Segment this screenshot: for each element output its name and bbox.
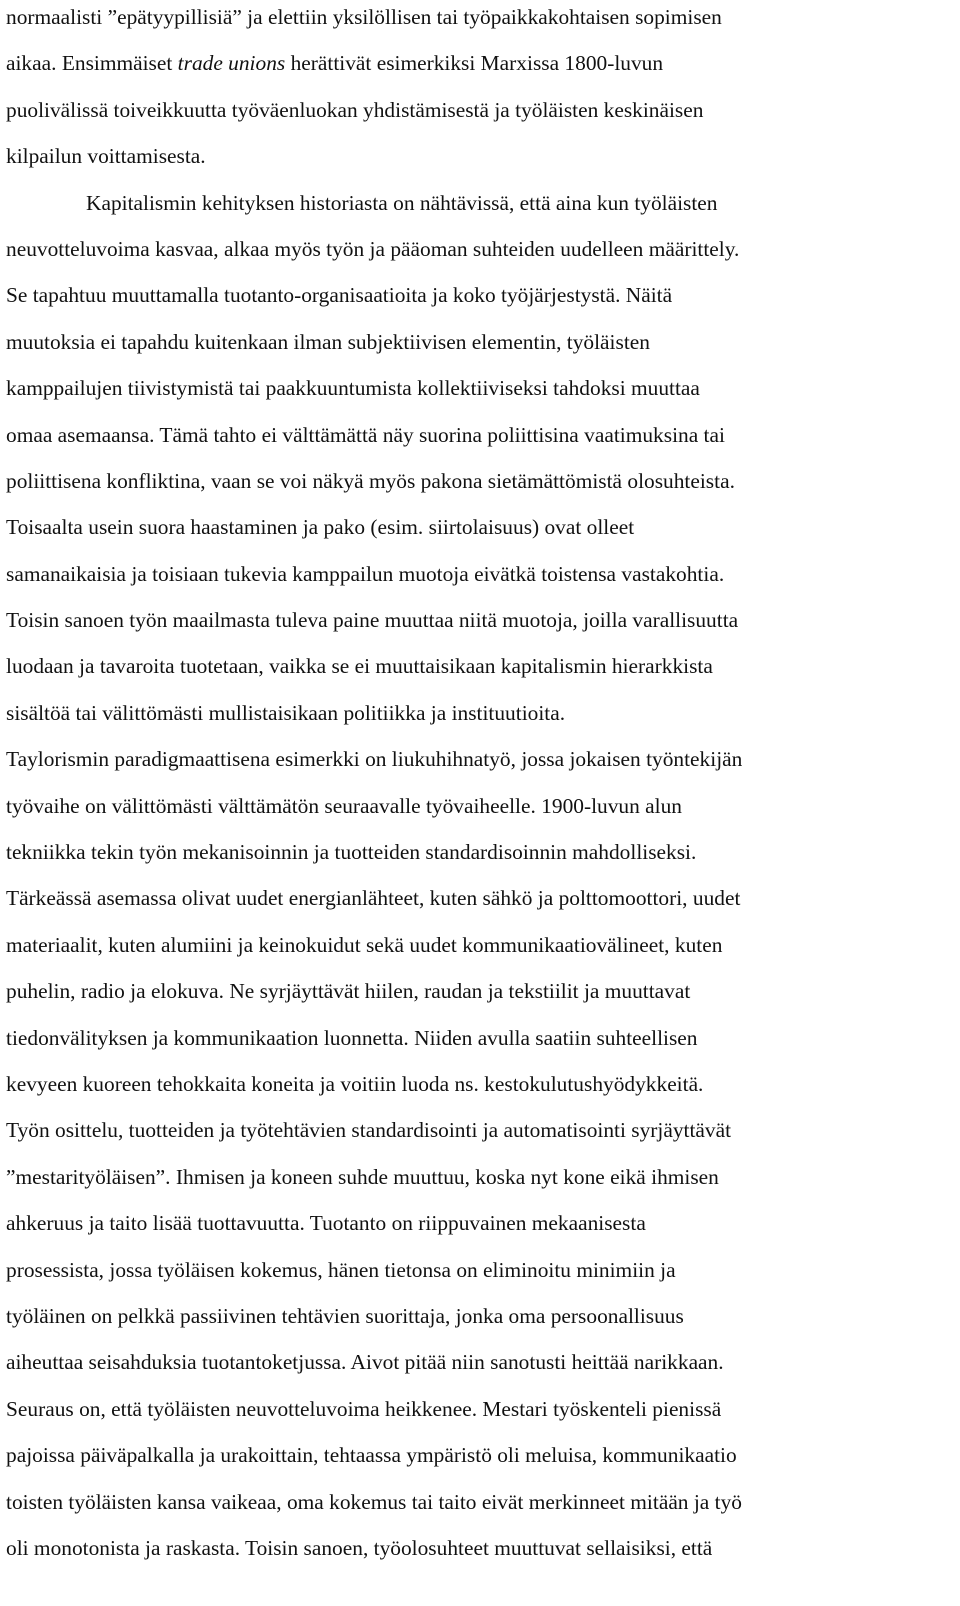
text-line <box>6 1061 950 1107</box>
text-line <box>6 1479 950 1525</box>
text-line <box>6 365 950 411</box>
text-line <box>6 1015 950 1061</box>
text-segment: oli monotonista ja raskasta. Toisin sanoen, työolosuhteet muuttuvat sellaisiksi, että <box>6 1535 713 1560</box>
text-line <box>6 783 950 829</box>
text-segment: neuvotteluvoima kasvaa, alkaa myös työn ja pääoman suhteiden uudelleen määrittely. <box>6 236 740 261</box>
text-line <box>6 690 950 736</box>
text-segment: ahkeruus ja taito lisää tuottavuutta. Tuotanto on riippuvainen mekaanisesta <box>6 1211 646 1236</box>
text-line <box>6 1107 950 1153</box>
text-line <box>6 226 950 272</box>
italic-text: trade unions <box>177 51 286 76</box>
text-segment: herättivät esimerkiksi Marxissa 1800-luvun <box>285 51 664 76</box>
text-line <box>6 643 950 689</box>
text-line <box>6 0 950 40</box>
text-segment: muutoksia ei tapahdu kuitenkaan ilman subjektiivisen elementin, työläisten <box>6 329 650 354</box>
text-line <box>6 736 950 782</box>
text-line <box>6 968 950 1014</box>
text-segment: Työn osittelu, tuotteiden ja työtehtävien standardisointi ja automatisointi syrjäyttävät <box>6 1118 732 1143</box>
text-line <box>6 551 950 597</box>
text-line <box>6 87 950 133</box>
text-line <box>6 829 950 875</box>
text-segment: samanaikaisia ja toisiaan tukevia kamppailun muotoja eivätkä toistensa vastakohtia. <box>6 561 725 586</box>
text-line <box>6 133 950 179</box>
text-segment: toisten työläisten kansa vaikeaa, oma kokemus tai taito eivät merkinneet mitään ja työ <box>6 1489 742 1514</box>
text-segment: aiheuttaa seisahduksia tuotantoketjussa. Aivot pitää niin sanotusti heittää narikkaan. <box>6 1350 724 1375</box>
text-segment: Tärkeässä asemassa olivat uudet energianlähteet, kuten sähkö ja polttomoottori, uudet <box>6 886 741 911</box>
text-segment: sisältöä tai välittömästi mullistaisikaan politiikka ja instituutioita. <box>6 700 566 725</box>
text-line <box>6 412 950 458</box>
text-segment: aikaa. Ensimmäiset <box>6 51 178 76</box>
text-line <box>6 597 950 643</box>
text-segment: puhelin, radio ja elokuva. Ne syrjäyttävät hiilen, raudan ja tekstiilit ja muuttavat <box>6 979 691 1004</box>
text-line <box>6 1432 950 1478</box>
text-segment: kilpailun voittamisesta. <box>6 144 206 169</box>
text-segment: pajoissa päiväpalkalla ja urakoittain, tehtaassa ympäristö oli meluisa, kommunikaatio <box>6 1443 737 1468</box>
text-segment: Kapitalismin kehityksen historiasta on nähtävissä, että aina kun työläisten <box>86 190 718 215</box>
text-segment: tekniikka tekin työn mekanisoinnin ja tuotteiden standardisoinnin mahdolliseksi. <box>6 840 697 865</box>
text-segment: Toisaalta usein suora haastaminen ja pako (esim. siirtolaisuus) ovat olleet <box>6 515 635 540</box>
text-line <box>6 1386 950 1432</box>
text-line <box>6 875 950 921</box>
text-line <box>6 458 950 504</box>
text-line <box>6 1200 950 1246</box>
text-line <box>6 1154 950 1200</box>
text-segment: normaalisti ”epätyypillisiä” ja elettiin yksilöllisen tai työpaikkakohtaisen sopimisen <box>6 5 722 29</box>
paragraph-first-line <box>6 180 950 226</box>
text-line <box>6 272 950 318</box>
text-segment: kamppailujen tiivistymistä tai paakkuuntumista kollektiiviseksi tahdoksi muuttaa <box>6 376 700 401</box>
text-line <box>6 40 950 86</box>
text-segment: Seuraus on, että työläisten neuvotteluvoima heikkenee. Mestari työskenteli pienissä <box>6 1396 722 1421</box>
text-segment: työvaihe on välittömästi välttämätön seuraavalle työvaiheelle. 1900-luvun alun <box>6 793 682 818</box>
text-segment: omaa asemaansa. Tämä tahto ei välttämättä näy suorina poliittisina vaatimuksina tai <box>6 422 725 447</box>
text-segment: ”mestarityöläisen”. Ihmisen ja koneen suhde muuttuu, koska nyt kone eikä ihmisen <box>6 1164 719 1189</box>
text-line <box>6 504 950 550</box>
text-segment: poliittisena konfliktina, vaan se voi näkyä myös pakona sietämättömistä olosuhteista. <box>6 468 735 493</box>
text-line <box>6 319 950 365</box>
text-segment: kevyeen kuoreen tehokkaita koneita ja voitiin luoda ns. kestokulutushyödykkeitä. <box>6 1071 704 1096</box>
document-page <box>6 0 950 1571</box>
text-line <box>6 1339 950 1385</box>
text-segment: luodaan ja tavaroita tuotetaan, vaikka se ei muuttaisikaan kapitalismin hierarkkista <box>6 654 713 679</box>
text-segment: työläinen on pelkkä passiivinen tehtävien suorittaja, jonka oma persoonallisuus <box>6 1303 684 1328</box>
text-segment: Toisin sanoen työn maailmasta tuleva paine muuttaa niitä muotoja, joilla varallisuutta <box>6 608 739 633</box>
text-segment: materiaalit, kuten alumiini ja keinokuidut sekä uudet kommunikaatiovälineet, kuten <box>6 932 723 957</box>
text-line <box>6 922 950 968</box>
text-line <box>6 1247 950 1293</box>
text-line <box>6 1525 950 1571</box>
text-segment: Se tapahtuu muuttamalla tuotanto-organisaatioita ja koko työjärjestystä. Näitä <box>6 283 673 308</box>
text-segment: prosessista, jossa työläisen kokemus, hänen tietonsa on eliminoitu minimiin ja <box>6 1257 676 1282</box>
text-segment: puolivälissä toiveikkuutta työväenluokan yhdistämisestä ja työläisten keskinäisen <box>6 97 704 122</box>
text-segment: Taylorismin paradigmaattisena esimerkki on liukuhihnatyö, jossa jokaisen työntekijän <box>6 747 743 772</box>
text-line <box>6 1293 950 1339</box>
text-segment: tiedonvälityksen ja kommunikaation luonnetta. Niiden avulla saatiin suhteellisen <box>6 1025 698 1050</box>
